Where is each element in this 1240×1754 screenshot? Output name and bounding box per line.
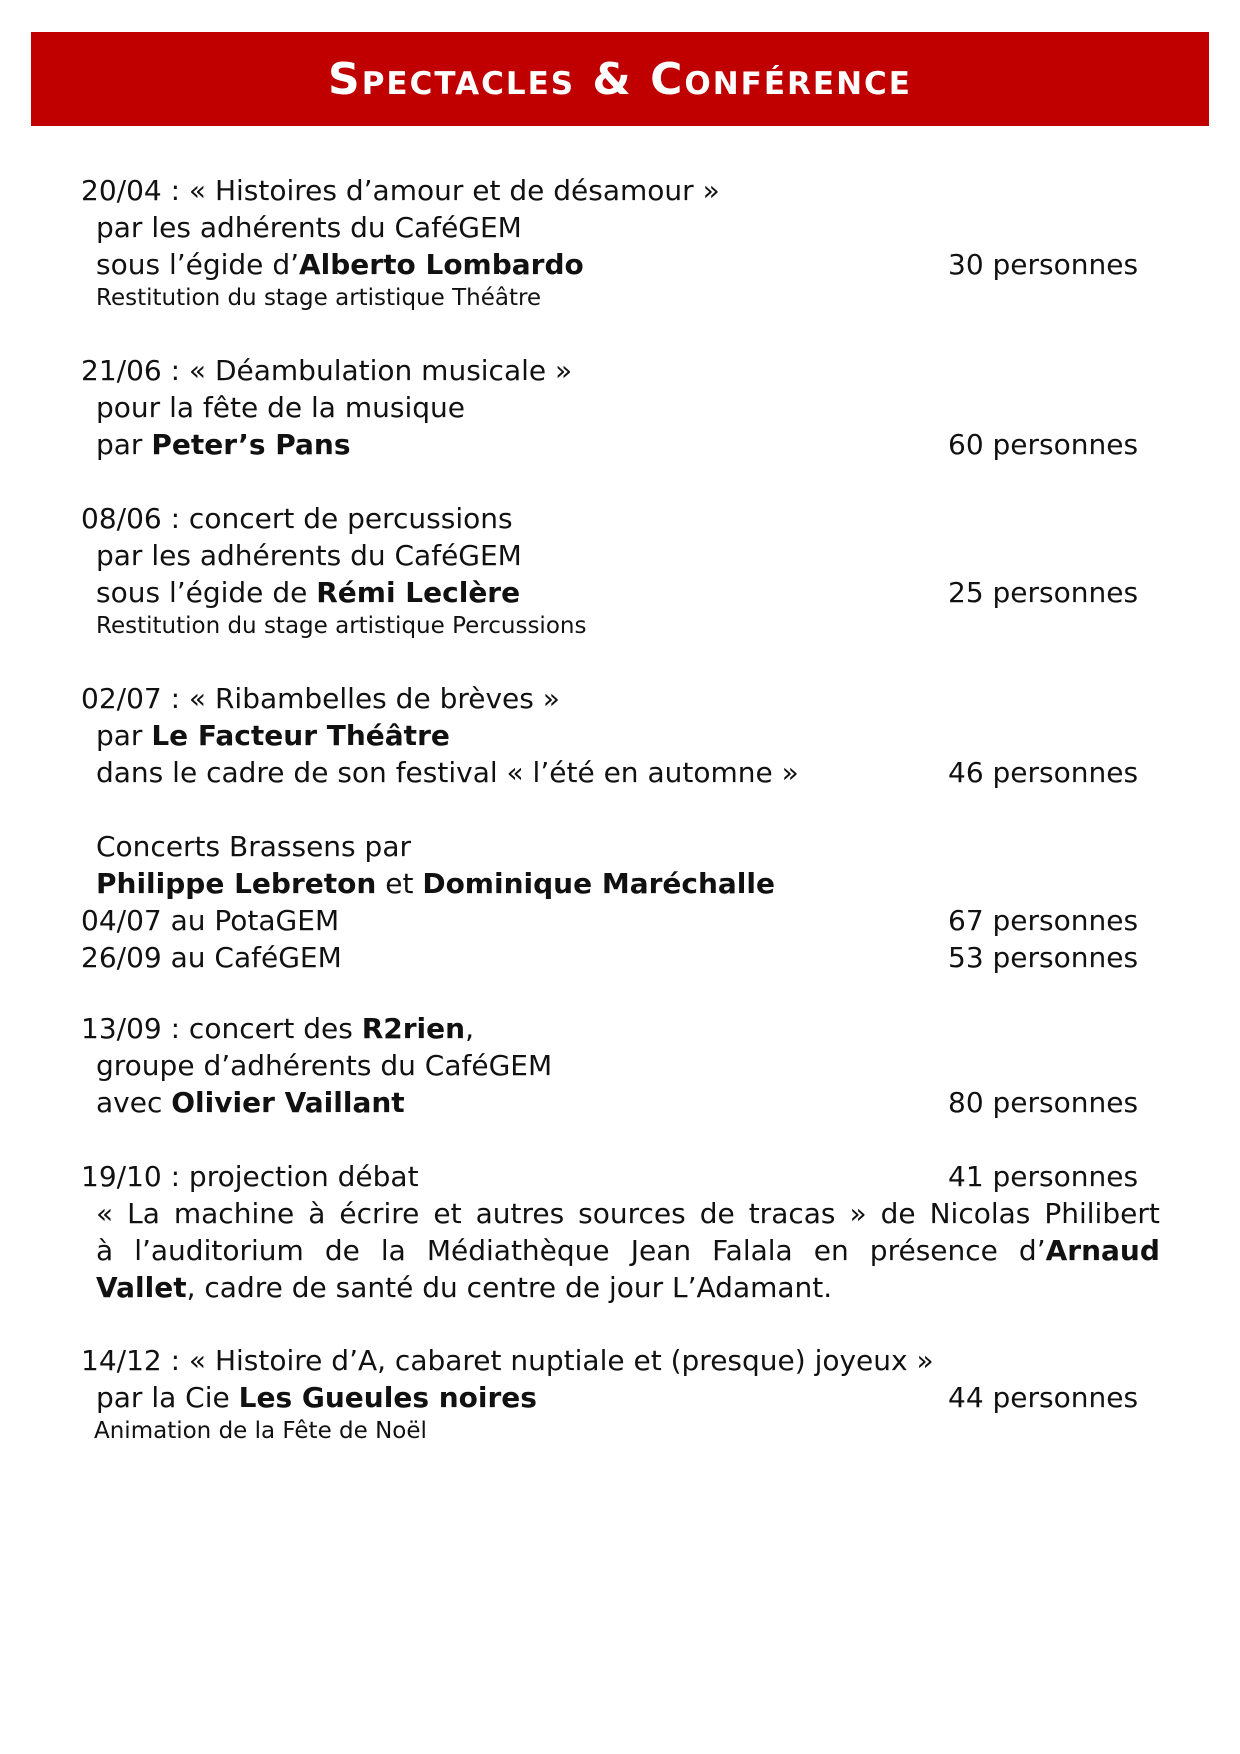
event-date-title: 14/12 : « Histoire d’A, cabaret nuptiale et (presque) joyeux » <box>81 1344 934 1377</box>
event-description-line <box>96 1195 1160 1232</box>
event-text: , cadre de santé du centre de jour L’Adamant. <box>186 1271 833 1304</box>
event-description-line <box>96 1269 832 1306</box>
event-note: Animation de la Fête de Noël <box>94 1418 427 1444</box>
description-word: sources <box>578 1197 686 1230</box>
description-word: Nicolas <box>929 1197 1031 1230</box>
performer-name: Le Facteur Théâtre <box>151 719 450 752</box>
event-text: sous l’égide d’ <box>96 248 299 281</box>
description-word: de <box>699 1197 735 1230</box>
title-banner <box>31 32 1209 126</box>
description-word <box>1019 1232 1160 1269</box>
description-word: la <box>380 1234 406 1267</box>
event-note: Restitution du stage artistique Percussions <box>96 613 587 639</box>
event-title: Concerts Brassens par <box>96 830 411 863</box>
description-word: La <box>127 1197 160 1230</box>
description-word: de <box>880 1197 916 1230</box>
person-name: Vallet <box>96 1271 187 1304</box>
attendance-count: 60 personnes <box>948 428 1139 461</box>
event-date-title: 08/06 : concert de percussions <box>81 502 513 535</box>
attendance-count: 25 personnes <box>948 576 1139 609</box>
event-line <box>96 1379 537 1416</box>
description-word: machine <box>173 1197 295 1230</box>
event-date: 26/09 au CaféGEM <box>81 941 342 974</box>
event-line: groupe d’adhérents du CaféGEM <box>96 1049 553 1082</box>
description-word-prefix: d’ <box>1018 1234 1046 1267</box>
event-text: par <box>96 719 152 752</box>
event-date-title <box>81 1010 474 1047</box>
performer-name: Alberto Lombardo <box>299 248 584 281</box>
event-line <box>96 246 584 283</box>
event-text: avec <box>96 1086 172 1119</box>
event-description-line <box>96 1232 1160 1269</box>
event-date: 04/07 au PotaGEM <box>81 904 340 937</box>
event-text: et <box>376 867 423 900</box>
event-line: par les adhérents du CaféGEM <box>96 539 522 572</box>
performer-name: Philippe Lebreton <box>96 867 377 900</box>
attendance-count: 53 personnes <box>948 941 1139 974</box>
event-text: sous l’égide de <box>96 576 317 609</box>
description-word: de <box>324 1234 360 1267</box>
attendance-count: 67 personnes <box>948 904 1139 937</box>
description-word: écrire <box>339 1197 420 1230</box>
event-line <box>96 1084 405 1121</box>
description-word: Médiathèque <box>426 1234 610 1267</box>
event-date-title: 21/06 : « Déambulation musicale » <box>81 354 573 387</box>
event-line: par les adhérents du CaféGEM <box>96 211 522 244</box>
attendance-count: 44 personnes <box>948 1381 1139 1414</box>
performer-name: R2rien <box>361 1012 466 1045</box>
event-line <box>96 426 351 463</box>
description-word: à <box>96 1234 114 1267</box>
description-word: présence <box>869 1234 998 1267</box>
event-date-title: 19/10 : projection débat <box>81 1160 419 1193</box>
description-word: tracas <box>748 1197 836 1230</box>
event-line <box>96 717 450 754</box>
attendance-count: 30 personnes <box>948 248 1139 281</box>
description-word: Falala <box>712 1234 793 1267</box>
event-text: 13/09 : concert des <box>81 1012 362 1045</box>
performer-name: Rémi Leclère <box>316 576 521 609</box>
description-word: l’auditorium <box>134 1234 304 1267</box>
event-text: par <box>96 428 152 461</box>
description-word: » <box>849 1197 867 1230</box>
description-word: autres <box>475 1197 565 1230</box>
attendance-count: 80 personnes <box>948 1086 1139 1119</box>
event-line: dans le cadre de son festival « l’été en automne » <box>96 756 799 789</box>
attendance-count: 41 personnes <box>948 1160 1139 1193</box>
person-name: Arnaud <box>1045 1234 1160 1267</box>
page-title: Spectacles & Conférence <box>328 53 912 105</box>
description-word: Jean <box>630 1234 692 1267</box>
description-word: en <box>813 1234 849 1267</box>
event-line <box>96 865 775 902</box>
event-text: , <box>465 1012 474 1045</box>
performer-name: Olivier Vaillant <box>171 1086 405 1119</box>
attendance-count: 46 personnes <box>948 756 1139 789</box>
event-date-title: 02/07 : « Ribambelles de brèves » <box>81 682 560 715</box>
description-word: « <box>96 1197 114 1230</box>
description-word: et <box>433 1197 462 1230</box>
event-note: Restitution du stage artistique Théâtre <box>96 285 542 311</box>
performer-name: Dominique Maréchalle <box>422 867 775 900</box>
event-line <box>96 574 520 611</box>
event-line: pour la fête de la musique <box>96 391 465 424</box>
performer-name: Peter’s Pans <box>151 428 351 461</box>
performer-name: Les Gueules noires <box>238 1381 537 1414</box>
event-date-title: 20/04 : « Histoires d’amour et de désamour » <box>81 174 720 207</box>
event-text: par la Cie <box>96 1381 239 1414</box>
description-word: Philibert <box>1044 1197 1160 1230</box>
description-word: à <box>308 1197 326 1230</box>
